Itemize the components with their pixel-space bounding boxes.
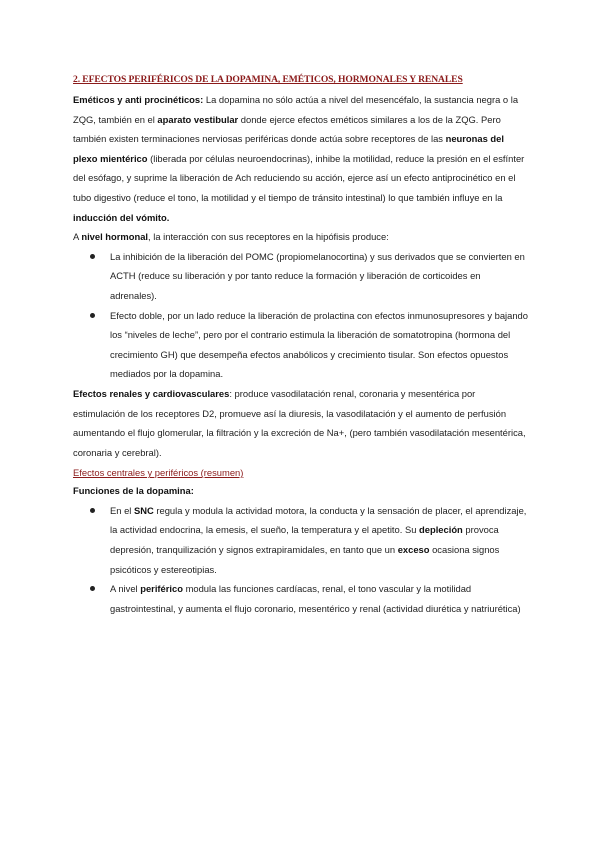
funciones-title: Funciones de la dopamina: xyxy=(73,485,194,497)
bullet-icon xyxy=(90,313,95,318)
emeticos-term: Eméticos y anti procinéticos: xyxy=(73,94,204,105)
renales-term: Efectos renales y cardiovasculares xyxy=(73,387,230,399)
bullet-icon xyxy=(90,586,95,591)
bullet-icon xyxy=(90,254,95,259)
list-item: Efecto doble, por un lado reduce la liberación de prolactina con efectos inmunosupresores y bajando los “niveles de leche”, pero por el contrario estimula la liberación de somatotropina (hormona del crecimiento GH) que desempeña efectos anabólicos y crecimiento tisular. Son efectos opuestos mediados por la dopamina. xyxy=(73,306,528,384)
list-item: En el SNC regula y modula la actividad motora, la conducta y la sensación de placer, el aprendizaje, la actividad endocrina, la emesis, el sueño, la temperatura y el apetito. Su depleción provoca depresión, tranquilización y signos extrapiramidales, en tanto que un exceso ocasiona signos psicóticos y estereotipias. xyxy=(73,501,528,579)
hormonal-intro: A nivel hormonal, la interacción con sus receptores en la hipófisis produce: xyxy=(73,231,389,243)
summary-link[interactable]: Efectos centrales y periféricos (resumen) xyxy=(73,467,244,479)
renales-paragraph: Efectos renales y cardiovasculares: produce vasodilatación renal, coronaria y mesentérica por estimulación de los receptores D2, promueve así la diuresis, la vasodilatación y el aumento de perfusión aumentando el flujo glomerular, la filtración y la excreción de Na+, (pero también vasodilatación mesentérica, coronaria y cerebral). xyxy=(73,387,526,458)
list-item: A nivel periférico modula las funciones cardíacas, renal, el tono vascular y la motilidad gastrointestinal, y aumenta el flujo coronario, mesentérico y renal (actividad diurética y natriurética) xyxy=(73,579,528,618)
list-item: La inhibición de la liberación del POMC (propiomelanocortina) y sus derivados que se convierten en ACTH (reduce su liberación y por tanto reduce la formación y liberación de corticoides en adrenales). xyxy=(73,247,528,306)
funciones-list xyxy=(73,501,528,619)
hormonal-list xyxy=(73,247,528,384)
document-body xyxy=(73,71,528,618)
bullet-icon xyxy=(90,508,95,513)
emeticos-paragraph: Eméticos y anti procinéticos: La dopamina no sólo actúa a nivel del mesencéfalo, la sustancia negra o la ZQG, también en el aparato vestibular donde ejerce efectos eméticos similares a los de la ZQG. Pero también existen terminaciones nerviosas periféricas donde actúa sobre receptores de las neuronas del plexo mientérico (liberada por células neuroendocrinas), inhibe la motilidad, reduce la presión en el esfínter del esófago, y suprime la liberación de Ach reduciendo su acción, ejerce así un efecto antiprocinético en el tubo digestivo (reduce el tono, la motilidad y el tiempo de tránsito intestinal) lo que también influye en la inducción del vómito. xyxy=(73,94,525,223)
section-title: 2. EFECTOS PERIFÉRICOS DE LA DOPAMINA, EMÉTICOS, HORMONALES Y RENALES xyxy=(73,74,463,85)
